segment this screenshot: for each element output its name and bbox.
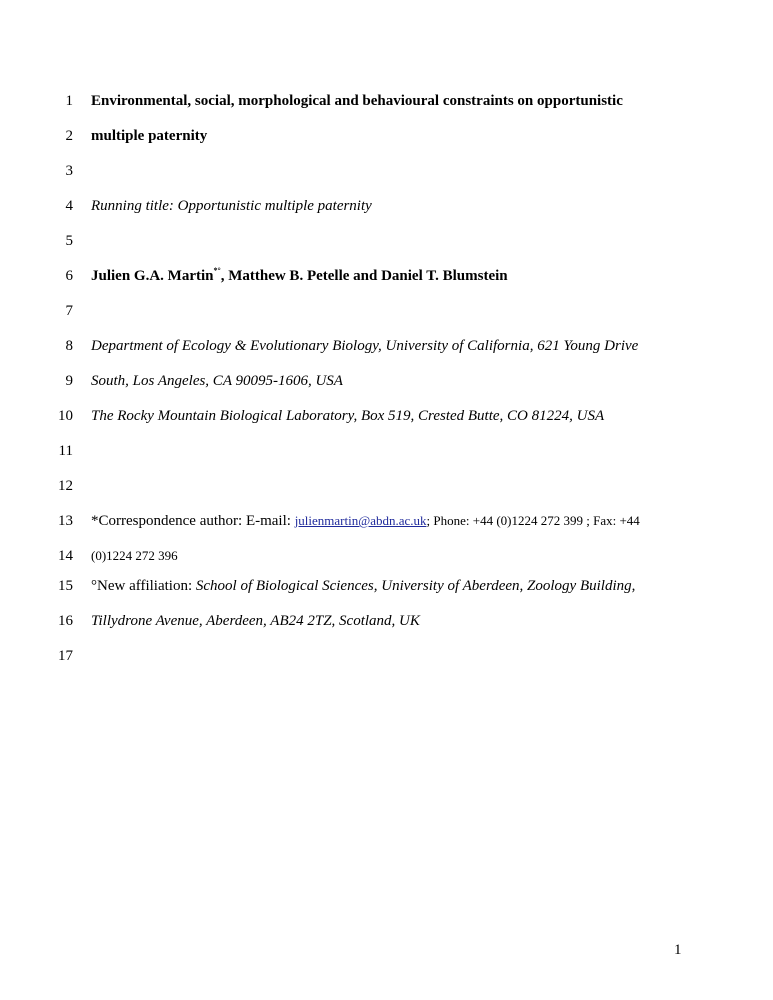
line-number: 17 [58,648,73,664]
fax-continued: (0)1224 272 396 [91,548,178,563]
paper-title: Environmental, social, morphological and behavioural constraints on opportunistic [91,93,623,109]
line-9 [0,371,773,395]
page-number: 1 [674,942,682,958]
line-number: 13 [58,513,73,529]
line-number: 10 [58,408,73,424]
correspondence [91,511,640,531]
new-affiliation-label: °New affiliation: [91,578,196,594]
authors-rest: , Matthew B. Petelle and Daniel T. Blumstein [220,268,508,284]
phone-fax: ; Phone: +44 (0)1224 272 399 ; Fax: +44 [426,513,640,528]
line-number: 6 [65,268,73,284]
line-number: 16 [58,613,73,629]
new-affiliation [91,576,635,596]
line-number: 12 [58,478,73,494]
line-17 [0,646,773,670]
line-7 [0,301,773,325]
line-15 [0,576,773,600]
affiliation-ucla-continued: South, Los Angeles, CA 90095-1606, USA [91,373,343,389]
line-10 [0,406,773,430]
line-3 [0,161,773,185]
line-4 [0,196,773,220]
line-number: 14 [58,548,73,564]
line-number: 8 [65,338,73,354]
line-number: 5 [65,233,73,249]
line-number: 9 [65,373,73,389]
running-title: Running title: Opportunistic multiple paternity [91,198,372,214]
line-2 [0,126,773,150]
email-link[interactable]: julienmartin@abdn.ac.uk [294,513,427,528]
line-11 [0,441,773,465]
line-number: 4 [65,198,73,214]
line-number: 15 [58,578,73,594]
paper-title-continued: multiple paternity [91,128,208,144]
affiliation-rmbl: The Rocky Mountain Biological Laboratory, Box 519, Crested Butte, CO 81224, USA [91,408,605,424]
authors [91,266,508,286]
line-1 [0,91,773,115]
line-12 [0,476,773,500]
line-16 [0,611,773,635]
author-marks: *° [213,266,221,275]
new-affiliation-text: School of Biological Sciences, University of Aberdeen, Zoology Building, [195,578,636,594]
line-number: 11 [58,443,73,459]
line-14 [0,546,773,570]
affiliation-ucla: Department of Ecology & Evolutionary Biology, University of California, 621 Young Drive [91,338,639,354]
line-number: 7 [65,303,73,319]
line-5 [0,231,773,255]
line-8 [0,336,773,360]
author-first: Julien G.A. Martin [91,268,214,284]
new-affiliation-continued: Tillydrone Avenue, Aberdeen, AB24 2TZ, Scotland, UK [91,613,420,629]
line-13 [0,511,773,535]
line-number: 3 [65,163,73,179]
correspondence-label: *Correspondence author: E-mail: [91,513,295,529]
line-6 [0,266,773,290]
line-number: 1 [65,93,73,109]
line-number: 2 [65,128,73,144]
